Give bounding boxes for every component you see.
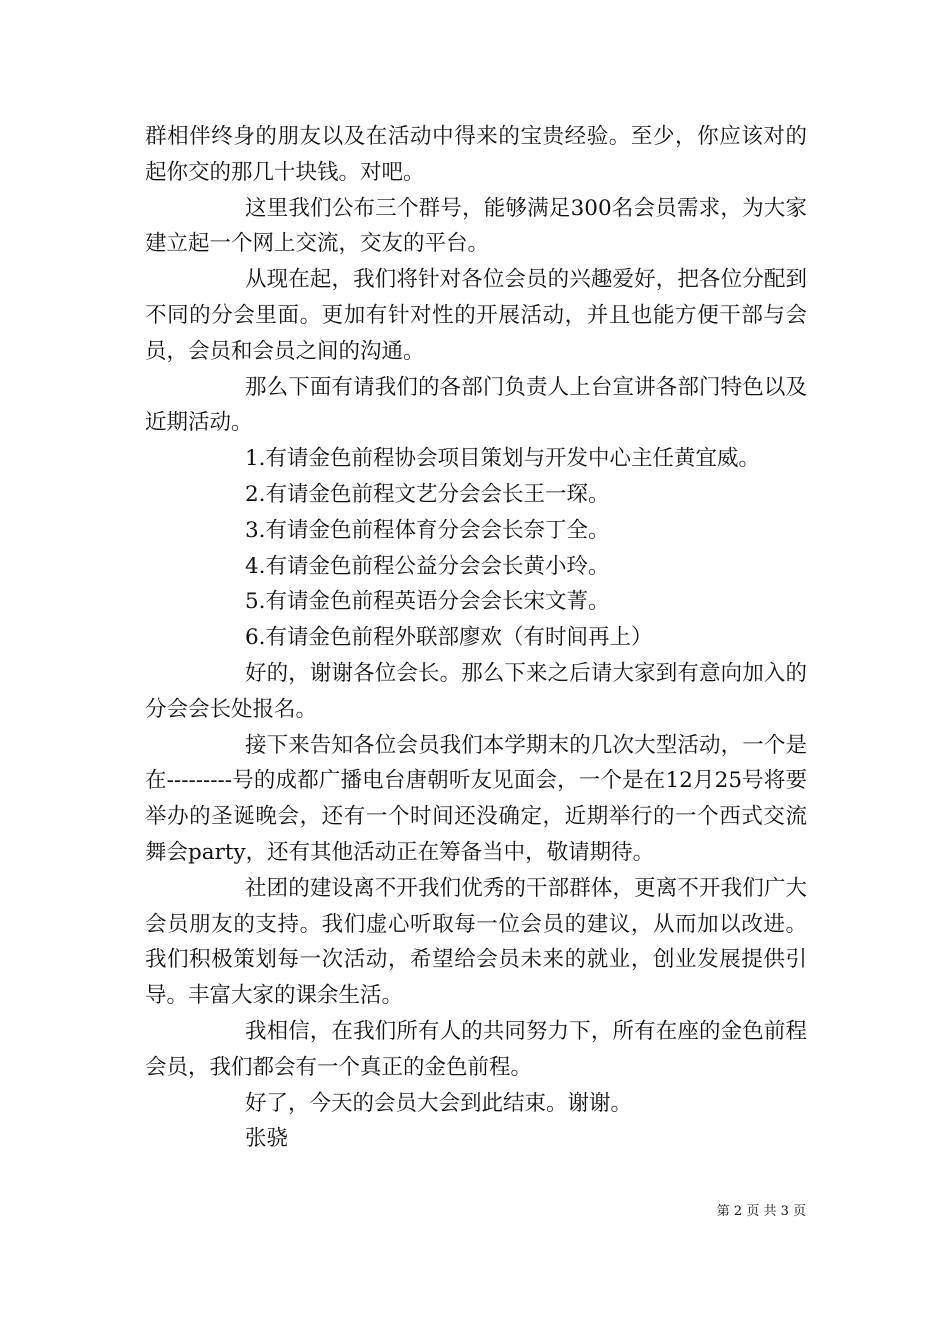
list-item: 5.有请金色前程英语分会会长宋文菁。 xyxy=(245,589,610,615)
document-body xyxy=(145,119,807,1157)
paragraph: 好的，谢谢各位会长。那么下来之后请大家到有意向加入的分会会长处报名。 xyxy=(145,660,807,722)
paragraph: 群相伴终身的朋友以及在活动中得来的宝贵经验。至少，你应该对的起你交的那几十块钱。对吧。 xyxy=(145,124,807,185)
paragraph: 这里我们公布三个群号，能够满足300名会员需求，为大家建立起一个网上交流，交友的平台。 xyxy=(145,195,807,257)
signature: 张骁 xyxy=(245,1126,289,1152)
list-item: 6.有请金色前程外联部廖欢（有时间再上） xyxy=(245,625,653,651)
paragraph: 那么下面有请我们的各部门负责人上台宣讲各部门特色以及近期活动。 xyxy=(145,374,807,436)
paragraph: 社团的建设离不开我们优秀的干部群体，更离不开我们广大会员朋友的支持。我们虚心听取每一位会员的建议，从而加以改进。我们积极策划每一次活动，希望给会员未来的就业，创业发展提供引导。丰富大家的课余生活。 xyxy=(145,875,807,1009)
paragraph: 好了，今天的会员大会到此结束。谢谢。 xyxy=(245,1090,633,1116)
list-item: 1.有请金色前程协会项目策划与开发中心主任黄宜威。 xyxy=(245,446,761,472)
list-item: 2.有请金色前程文艺分会会长王一琛。 xyxy=(245,481,610,507)
page-number: 第 2 页 共 3 页 xyxy=(716,1204,806,1219)
paragraph: 接下来告知各位会员我们本学期末的几次大型活动，一个是在---------号的成都广播电台唐朝听友见面会，一个是在12月25号将要举办的圣诞晚会，还有一个时间还没确定，近期举行的一个西式交流舞会party，还有其他活动正在筹备当中，敬请期待。 xyxy=(145,732,807,865)
list-item: 4.有请金色前程公益分会会长黄小玲。 xyxy=(245,553,610,579)
paragraph: 我相信，在我们所有人的共同努力下，所有在座的金色前程会员，我们都会有一个真正的金色前程。 xyxy=(145,1018,807,1080)
paragraph: 从现在起，我们将针对各位会员的兴趣爱好，把各位分配到不同的分会里面。更加有针对性的开展活动，并且也能方便干部与会员，会员和会员之间的沟通。 xyxy=(145,267,807,364)
list-item: 3.有请金色前程体育分会会长奈丁全。 xyxy=(245,517,610,543)
